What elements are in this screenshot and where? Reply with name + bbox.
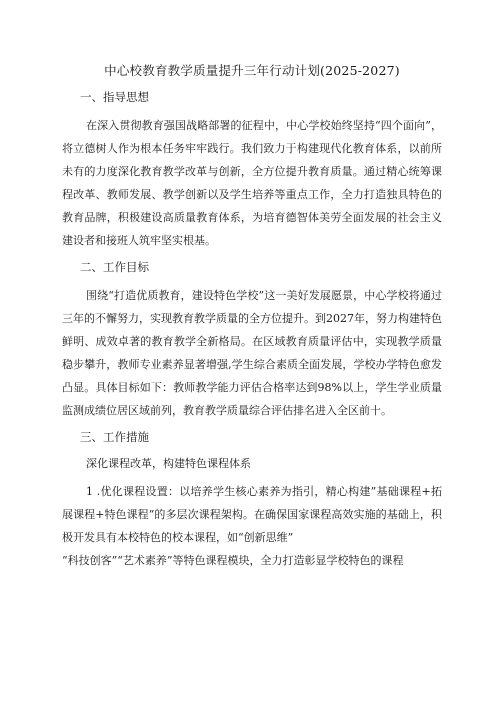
document-title: 中心校教育教学质量提升三年行动计划(2025-2027) xyxy=(104,63,400,78)
paragraph-work-goals: 围绕“打造优质教育，建设特色学校”这一美好发展愿景，中心学校将通过三年的不懈努力，实现教育教学质量的全方位提升。到2027年，努力构建特色鲜明、成效卓著的教育教学全新格局。在区域教育质量评估中，实现教学质量稳步攀升，教师专业素养显著增强,学生综合素质全面发展，学校办学特色愈发凸显。具体目标如下：教师教学能力评估合格率达到98%以上，学生学业质量监测成绩位居区域前列，教育教学质量综合评估排名进入全区前十。 xyxy=(62,289,442,417)
paragraph-measure-item-1: 1 .优化课程设置：以培养学生核心素养为指引，精心构建”基础课程+拓展课程+特色课程”的多层次课程架构。在确保国家课程高效实施的基础上，积极开发具有本校特色的校本课程，如“创新思维” xyxy=(62,485,442,544)
section-heading-work-goals: 二、工作目标 xyxy=(80,260,149,274)
document-page xyxy=(62,62,442,572)
paragraph-guiding-ideology: 在深入贯彻教育强国战略部署的征程中，中心学校始终坚持“四个面向”，将立德树人作为根本任务牢牢践行。我们致力于构建现代化教育体系，以前所未有的力度深化教育教学改革与创新，全方位提升教育质量。通过精心统筹课程改革、教师发展、教学创新以及学生培养等重点工作，全力打造独具特色的教育品牌，积极建设高质量教育体系，为培育德智体美劳全面发展的社会主义建设者和接班人筑牢坚实根基。 xyxy=(62,119,442,247)
section-heading-work-measures: 三、工作措施 xyxy=(80,430,149,444)
paragraph-measure-item-1-continued: “科技创客”“艺术素养”等特色课程模块，全力打造彰显学校特色的课程 xyxy=(62,554,404,567)
section-heading-guiding-ideology: 一、指导思想 xyxy=(80,90,149,104)
subheading-curriculum-reform: 深化课程改革，构建特色课程体系 xyxy=(86,457,251,470)
